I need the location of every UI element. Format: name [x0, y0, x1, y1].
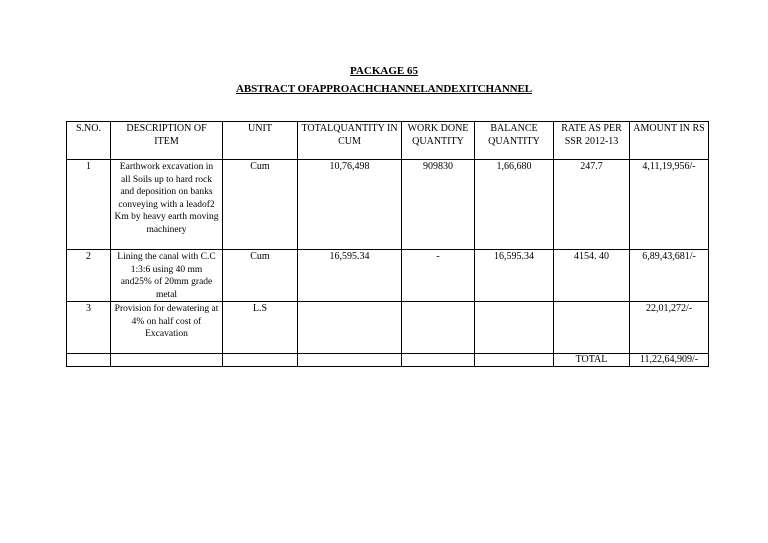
abstract-title: ABSTRACT OFAPPROACHCHANNELANDEXITCHANNEL: [236, 83, 532, 95]
empty-cell: [223, 354, 298, 367]
cell-rate: [554, 302, 630, 354]
cell-unit: Cum: [223, 250, 298, 302]
cell-description: Lining the canal with C.C 1:3:6 using 40 mm and25% of 20mm grade metal: [111, 250, 223, 302]
header-total-quantity: TOTALQUANTITY IN CUM: [298, 122, 402, 160]
cell-work-done-quantity: -: [402, 250, 475, 302]
empty-cell: [298, 354, 402, 367]
header-rate: RATE AS PER SSR 2012-13: [554, 122, 630, 160]
header-unit: UNIT: [223, 122, 298, 160]
total-amount: 11,22,64,909/-: [630, 354, 709, 367]
cell-unit: L.S: [223, 302, 298, 354]
cell-total-quantity: 10,76,498: [298, 160, 402, 250]
header-balance-quantity: BALANCE QUANTITY: [475, 122, 554, 160]
cell-total-quantity: 16,595.34: [298, 250, 402, 302]
header-description: DESCRIPTION OF ITEM: [111, 122, 223, 160]
cell-rate: 247.7: [554, 160, 630, 250]
header-sno: S.NO.: [67, 122, 111, 160]
abstract-table: [66, 121, 709, 367]
empty-cell: [402, 354, 475, 367]
table-row: [67, 302, 709, 354]
cell-rate: 4154. 40: [554, 250, 630, 302]
empty-cell: [111, 354, 223, 367]
cell-description: Provision for dewatering at 4% on half cost of Excavation: [111, 302, 223, 354]
total-row: [67, 354, 709, 367]
cell-work-done-quantity: 909830: [402, 160, 475, 250]
header-work-done-quantity: WORK DONE QUANTITY: [402, 122, 475, 160]
cell-sno: 1: [67, 160, 111, 250]
cell-work-done-quantity: [402, 302, 475, 354]
cell-total-quantity: [298, 302, 402, 354]
total-label: TOTAL: [554, 354, 630, 367]
cell-sno: 3: [67, 302, 111, 354]
cell-amount: 4,11,19,956/-: [630, 160, 709, 250]
cell-balance-quantity: [475, 302, 554, 354]
empty-cell: [67, 354, 111, 367]
header-amount: AMOUNT IN RS: [630, 122, 709, 160]
table-row: [67, 250, 709, 302]
cell-sno: 2: [67, 250, 111, 302]
cell-amount: 22,01,272/-: [630, 302, 709, 354]
cell-balance-quantity: 16,595.34: [475, 250, 554, 302]
cell-unit: Cum: [223, 160, 298, 250]
package-title: PACKAGE 65: [350, 65, 418, 77]
cell-balance-quantity: 1,66,680: [475, 160, 554, 250]
cell-amount: 6,89,43,681/-: [630, 250, 709, 302]
table-row: [67, 160, 709, 250]
table-header-row: [67, 122, 709, 160]
empty-cell: [475, 354, 554, 367]
cell-description: Earthwork excavation in all Soils up to hard rock and deposition on banks conveying with a leadof2 Km by heavy earth moving machinery: [111, 160, 223, 250]
